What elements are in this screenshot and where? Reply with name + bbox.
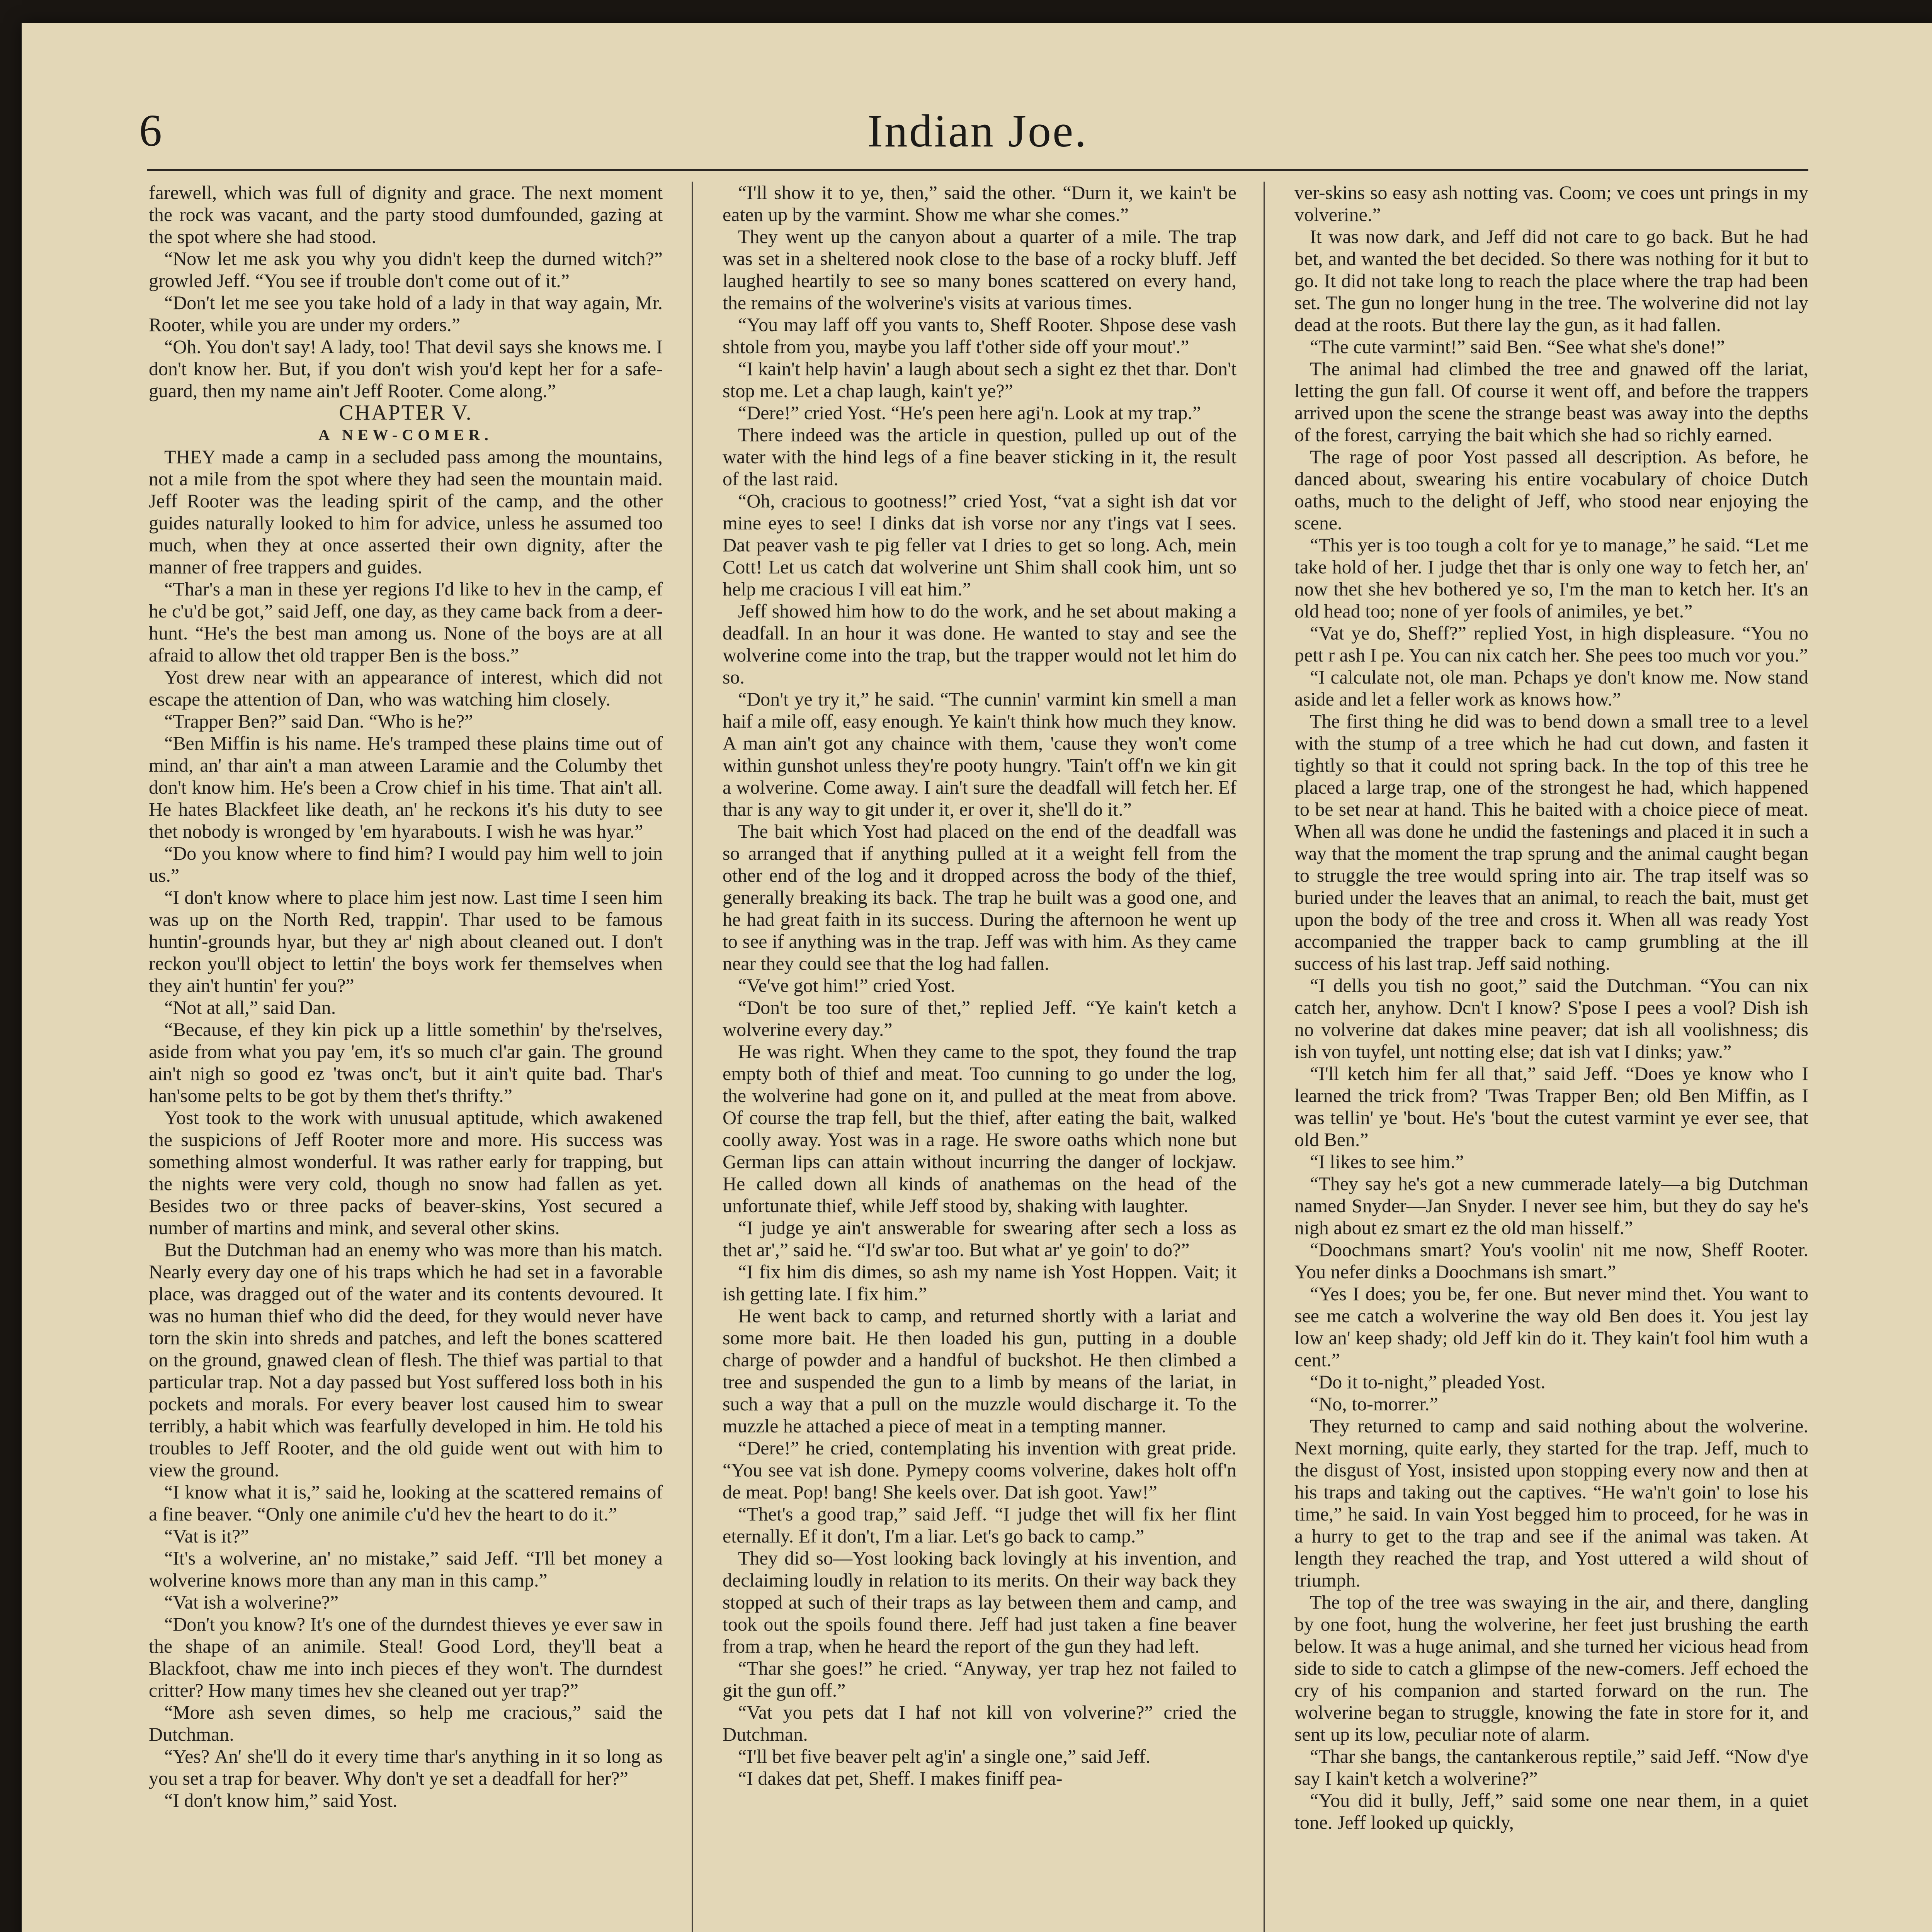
paragraph: ver-skins so easy ash notting vas. Coom; ve coes unt prings in my volverine.” <box>1294 182 1808 225</box>
paragraph: “Vat you pets dat I haf not kill von volverine?” cried the Dutchman. <box>723 1701 1236 1745</box>
paragraph: “Thet's a good trap,” said Jeff. “I judge thet will fix her flint eternally. Ef it don't, I'm a liar. Let's go back to camp.” <box>723 1503 1236 1547</box>
paragraph: “The cute varmint!” said Ben. “See what she's done!” <box>1310 336 1725 357</box>
paragraph: They went up the canyon about a quarter of a mile. The trap was set in a sheltered nook close to the base of a rocky bluff. Jeff laughed heartily to see so many bones scattered on every hand, the remains of the wolverine's visits at various times. <box>723 226 1236 313</box>
paragraph: “This yer is too tough a colt for ye to manage,” he said. “Let me take hold of her. I judge thet thar is only one way to fetch her, an' now thet she hev bothered ye so, I'm the man to ketch her. It's an old head too; none of yer fools of animiles, ye bet.” <box>1294 534 1808 622</box>
column-divider <box>692 182 693 1932</box>
paragraph: “Oh. You don't say! A lady, too! That devil says she knows me. I don't know her. But, if you don't wish you'd kept her for a safe-guard, then my name ain't Jeff Rooter. Come along.” <box>149 336 663 401</box>
paragraph: The animal had climbed the tree and gnawed off the lariat, letting the gun fall. Of course it went off, and before the trappers arrived upon the scene the strange beast was away into the depths of the forest, carrying the bait which she had so richly earned. <box>1294 358 1808 446</box>
paragraph: “Thar she goes!” he cried. “Anyway, yer trap hez not failed to git the gun off.” <box>723 1657 1236 1701</box>
paragraph: “I know what it is,” said he, looking at the scattered remains of a fine beaver. “Only one animile c'u'd hev the heart to do it.” <box>149 1481 663 1525</box>
paragraph: “Oh, cracious to gootness!” cried Yost, “vat a sight ish dat vor mine eyes to see! I dinks dat ish vorse nor any t'ings vat I sees. Dat peaver vash te pig feller vat I dries to get so long. Ach, mein Cott! Let us catch dat wolverine unt Shim shall cook him, unt so help me cracious I vill eat him.” <box>723 490 1236 600</box>
paragraph: “You may laff off you vants to, Sheff Rooter. Shpose dese vash shtole from you, maybe you laff t'other side off your mout'.” <box>723 314 1236 357</box>
column-divider <box>1264 182 1265 1932</box>
paragraph: “More ash seven dimes, so help me cracious,” said the Dutchman. <box>149 1701 663 1745</box>
paragraph: “Ve've got him!” cried Yost. <box>738 975 955 996</box>
paragraph: “Ben Miffin is his name. He's tramped these plains time out of mind, an' thar ain't a man atween Laramie and the Columby thet don't know him. He's been a Crow chief in his time. That ain't all. He hates Blackfeet like death, an' he reckons it's his duty to see thet nobody is wronged by 'em hyarabouts. I wish he was hyar.” <box>149 732 663 842</box>
paragraph: “Vat is it?” <box>164 1525 249 1547</box>
paragraph: The rage of poor Yost passed all description. As before, he danced about, swearing his entire vocabulary of choice Dutch oaths, much to the delight of Jeff, who stood near enjoying the scene. <box>1294 446 1808 534</box>
paragraph: “I kain't help havin' a laugh about sech a sight ez thet thar. Don't stop me. Let a chap laugh, kain't ye?” <box>723 358 1236 401</box>
paragraph: “Don't let me see you take hold of a lady in that way again, Mr. Rooter, while you are under my orders.” <box>149 292 663 335</box>
paragraph: THEY made a camp in a secluded pass among the mountains, not a mile from the spot where they had seen the mountain maid. Jeff Rooter was the leading spirit of the camp, and the other guides naturally looked to him for advice, unless he assumed too much, when they at once asserted their own dignity, after the manner of free trappers and guides. <box>149 446 663 578</box>
paragraph: “I don't know him,” said Yost. <box>164 1789 398 1811</box>
paragraph: The top of the tree was swaying in the air, and there, dangling by one foot, hung the wolverine, her feet just brushing the earth below. It was a huge animal, and she turned her vicious head from side to side to catch a glimpse of the new-comers. Jeff echoed the cry of his companion and started forward on the run. The wolverine began to struggle, knowing the fate in store for it, and sent up its low, peculiar note of alarm. <box>1294 1591 1808 1745</box>
paragraph: Jeff showed him how to do the work, and he set about making a deadfall. In an hour it was done. He wanted to stay and see the wolverine come into the trap, but the trapper would not let him do so. <box>723 600 1236 688</box>
paragraph: “Don't ye try it,” he said. “The cunnin' varmint kin smell a man haif a mile off, easy enough. Ye kain't think how much they know. A man ain't got any chaince with them, 'cause they won't come within gunshot unless they're pooty hungry. 'Tain't off'n we kin git a wolverine. Come away. I ain't sure the deadfall will fetch her. Ef thar is any way to git under it, er over it, she'll do it.” <box>723 688 1236 820</box>
paragraph: “I dakes dat pet, Sheff. I makes finiff pea- <box>738 1767 1063 1789</box>
paragraph: “Don't be too sure of thet,” replied Jeff. “Ye kain't ketch a wolverine every day.” <box>723 997 1236 1040</box>
paragraph: But the Dutchman had an enemy who was more than his match. Nearly every day one of his traps which he had set in a favorable place, was dragged out of the water and its contents devoured. It was no human thief who did the deed, for they would never have torn the skin into shreds and patches, and left the bones scattered on the ground, gnawed clean of flesh. The thief was partial to that particular trap. Not a day passed but Yost suffered loss both in his pockets and morals. For every beaver lost caused him to swear terribly, a habit which was fearfully developed in him. He told his troubles to Jeff Rooter, and the old guide went out with him to view the ground. <box>149 1239 663 1481</box>
text-column-1 <box>149 182 663 1932</box>
paragraph: “You did it bully, Jeff,” said some one near them, in a quiet tone. Jeff looked up quickly, <box>1294 1789 1808 1833</box>
paragraph: “Don't you know? It's one of the durndest thieves ye ever saw in the shape of an animile. Steal! Good Lord, they'll beat a Blackfoot, chaw me into inch pieces ef they won't. The durndest critter? How many times hev she cleaned out yer trap?” <box>149 1613 663 1701</box>
paragraph: Yost drew near with an appearance of interest, which did not escape the attention of Dan, who was watching him closely. <box>149 666 663 710</box>
paragraph: They returned to camp and said nothing about the wolverine. Next morning, quite early, they started for the trap. Jeff, much to the disgust of Yost, insisted upon stopping every now and then at his traps and taking out the captives. “He wa'n't goin' to lose his time,” he said. In vain Yost begged him to proceed, for he was in a hurry to get to the trap and see if the animal was taken. At length they reached the trap, and Yost uttered a wild shout of triumph. <box>1294 1415 1808 1591</box>
paragraph: “I fix him dis dimes, so ash my name ish Yost Hoppen. Vait; it ish getting late. I fix him.” <box>723 1261 1236 1304</box>
paragraph: “No, to-morrer.” <box>1310 1393 1438 1415</box>
paragraph: They did so—Yost looking back lovingly at his invention, and declaiming loudly in relation to its merits. On their way back they stopped at such of their traps as lay between them and camp, and took out the spoils found there. Jeff had just taken a fine beaver from a trap, when he heard the report of the gun they had left. <box>723 1547 1236 1657</box>
header-rule <box>147 169 1808 171</box>
paragraph: Yost took to the work with unusual aptitude, which awakened the suspicions of Jeff Rooter more and more. His success was something almost wonderful. It was rather early for trapping, but the nights were very cold, though no snow had fallen as yet. Besides two or three packs of beaver-skins, Yost secured a number of martins and mink, and several other skins. <box>149 1107 663 1238</box>
paragraph: The first thing he did was to bend down a small tree to a level with the stump of a tree which he had cut down, and fasten it tightly so that it could not spring back. In the top of this tree he placed a large trap, one of the strongest he had, which happened to be set near at hand. This he baited with a choice piece of meat. When all was done he undid the fastenings and placed it in such a way that the moment the trap sprung and the animal caught began to struggle the tree would spring into air. The trap itself was so buried under the leaves that an animal, to reach the bait, must get upon the body of the tree and cross it. When all was ready Yost accompanied the trapper back to camp grumbling at the ill success of his last trap. Jeff said nothing. <box>1294 710 1808 974</box>
paragraph: “I don't know where to place him jest now. Last time I seen him was up on the North Red, trappin'. Thar used to be famous huntin'-grounds hyar, but they ar' nigh about cleaned out. I don't reckon you'll object to lettin' the boys work fer themselves when they ain't huntin' fer you?” <box>149 886 663 996</box>
paragraph: “Vat ish a wolverine?” <box>164 1591 339 1613</box>
paragraph: “I calculate not, ole man. Pchaps ye don't know me. Now stand aside and let a feller work as knows how.” <box>1294 666 1808 710</box>
paragraph: “Dere!” he cried, contemplating his invention with great pride. “You see vat ish done. Pymepy cooms volverine, dakes holt off'n de meat. Pop! bang! She keels over. Dat ish goot. Yaw!” <box>723 1437 1236 1503</box>
page-header <box>139 104 1808 166</box>
text-column-2 <box>723 182 1236 1932</box>
paragraph: “Do you know where to find him? I would pay him well to join us.” <box>149 842 663 886</box>
paragraph: “I judge ye ain't answerable for swearing after sech a loss as thet ar',” said he. “I'd sw'ar too. But what ar' ye goin' to do?” <box>723 1217 1236 1260</box>
paragraph: “Do it to-night,” pleaded Yost. <box>1310 1371 1546 1393</box>
paragraph: “Thar's a man in these yer regions I'd like to hev in the camp, ef he c'u'd be got,” said Jeff, one day, as they came back from a deer-hunt. “He's the best man among us. None of the boys are at all afraid to allow thet old trapper Ben is the boss.” <box>149 578 663 666</box>
paragraph: “They say he's got a new cummerade lately—a big Dutchman named Snyder—Jan Snyder. I never see him, but they do say he's nigh about ez smart ez the old man hisself.” <box>1294 1173 1808 1238</box>
text-column-3 <box>1294 182 1808 1932</box>
page-number: 6 <box>139 105 162 156</box>
paragraph: “Vat ye do, Sheff?” replied Yost, in high displeasure. “You no pett r ash I pe. You can nix catch her. She pees too much vor you.” <box>1294 622 1808 666</box>
paragraph: “It's a wolverine, an' no mistake,” said Jeff. “I'll bet money a wolverine knows more than any man in this camp.” <box>149 1547 663 1591</box>
paragraph: “I dells you tish no goot,” said the Dutchman. “You can nix catch her, anyhow. Dcn't I know? S'pose I pees a vool? Dish ish no volverine dat dakes mine peaver; dat ish all voolishness; dis ish von tuyfel, unt notting else; dat ish vat I dinks; yaw.” <box>1294 975 1808 1062</box>
running-title: Indian Joe. <box>867 105 1088 156</box>
paragraph: “Thar she bangs, the cantankerous reptile,” said Jeff. “Now d'ye say I kain't ketch a wolverine?” <box>1294 1745 1808 1789</box>
paragraph: “I likes to see him.” <box>1310 1151 1464 1172</box>
chapter-title: CHAPTER V. <box>339 401 473 425</box>
paragraph: “I'll ketch him fer all that,” said Jeff. “Does ye know who I learned the trick from? 'Twas Trapper Ben; old Ben Miffin, as I was tellin' ye 'bout. He's 'bout the cutest varmint ye ever see, that old Ben.” <box>1294 1063 1808 1150</box>
paragraph: “Trapper Ben?” said Dan. “Who is he?” <box>164 710 473 732</box>
paragraph: He went back to camp, and returned shortly with a lariat and some more bait. He then loaded his gun, putting in a double charge of powder and a handful of buckshot. He then climbed a tree and suspended the gun to a limb by means of the lariat, in such a way that a pull on the muzzle would discharge it. To the muzzle he attached a piece of meat in a tempting manner. <box>723 1305 1236 1437</box>
paragraph: “Not at all,” said Dan. <box>164 997 336 1018</box>
paragraph: farewell, which was full of dignity and grace. The next moment the rock was vacant, and the party stood dumfounded, gazing at the spot where she had stood. <box>149 182 663 247</box>
paragraph: “Doochmans smart? You's voolin' nit me now, Sheff Rooter. You nefer dinks a Doochmans ish smart.” <box>1294 1239 1808 1282</box>
paragraph: “I'll bet five beaver pelt ag'in' a single one,” said Jeff. <box>738 1745 1151 1767</box>
paragraph: The bait which Yost had placed on the end of the deadfall was so arranged that if anything pulled at it a weight fell from the other end of the log and it dropped across the body of the thief, generally breaking its back. The trap he built was a good one, and he had great faith in its success. During the afternoon he went up to see if anything was in the trap. Jeff was with him. As they came near they could see that the log had fallen. <box>723 820 1236 974</box>
paragraph: “Dere!” cried Yost. “He's peen here agi'n. Look at my trap.” <box>738 402 1201 423</box>
paragraph: “I'll show it to ye, then,” said the other. “Durn it, we kain't be eaten up by the varmint. Show me whar she comes.” <box>723 182 1236 225</box>
paragraph: “Because, ef they kin pick up a little somethin' by the'rselves, aside from what you pay 'em, it's so much cl'ar gain. The ground ain't nigh so good ez 'twas onc't, but it ain't quite bad. Thar's han'some pelts to be got by them thet's thrifty.” <box>149 1019 663 1106</box>
paragraph: “Now let me ask you why you didn't keep the durned witch?” growled Jeff. “You see if trouble don't come out of it.” <box>149 248 663 291</box>
paragraph: “Yes I does; you be, fer one. But never mind thet. You want to see me catch a wolverine the way old Ben does it. You jest lay low an' keep shady; old Jeff kin do it. They kain't fool him wuth a cent.” <box>1294 1283 1808 1371</box>
paragraph: He was right. When they came to the spot, they found the trap empty both of thief and meat. Too cunning to go under the log, the wolverine had gone on it, and pulled at the meat from above. Of course the trap fell, but the thief, after eating the bait, walked coolly away. Yost was in a rage. He swore oaths which none but German lips can attain without incurring the danger of lockjaw. He called down all kinds of anathemas on the head of the unfortunate thief, while Jeff stood by, shaking with laughter. <box>723 1041 1236 1216</box>
paragraph: There indeed was the article in question, pulled up out of the water with the hind legs of a fine beaver sticking in it, the result of the last raid. <box>723 424 1236 490</box>
paragraph: “Yes? An' she'll do it every time thar's anything in it so long as you set a trap for beaver. Why don't ye set a deadfall for her?” <box>149 1745 663 1789</box>
paragraph: It was now dark, and Jeff did not care to go back. But he had bet, and wanted the bet decided. So there was nothing for it but to go. It did not take long to reach the place where the trap had been set. The gun no longer hung in the tree. The wolverine did not lay dead at the roots. But there lay the gun, as it had fallen. <box>1294 226 1808 335</box>
chapter-subtitle: A NEW-COMER. <box>318 426 493 444</box>
